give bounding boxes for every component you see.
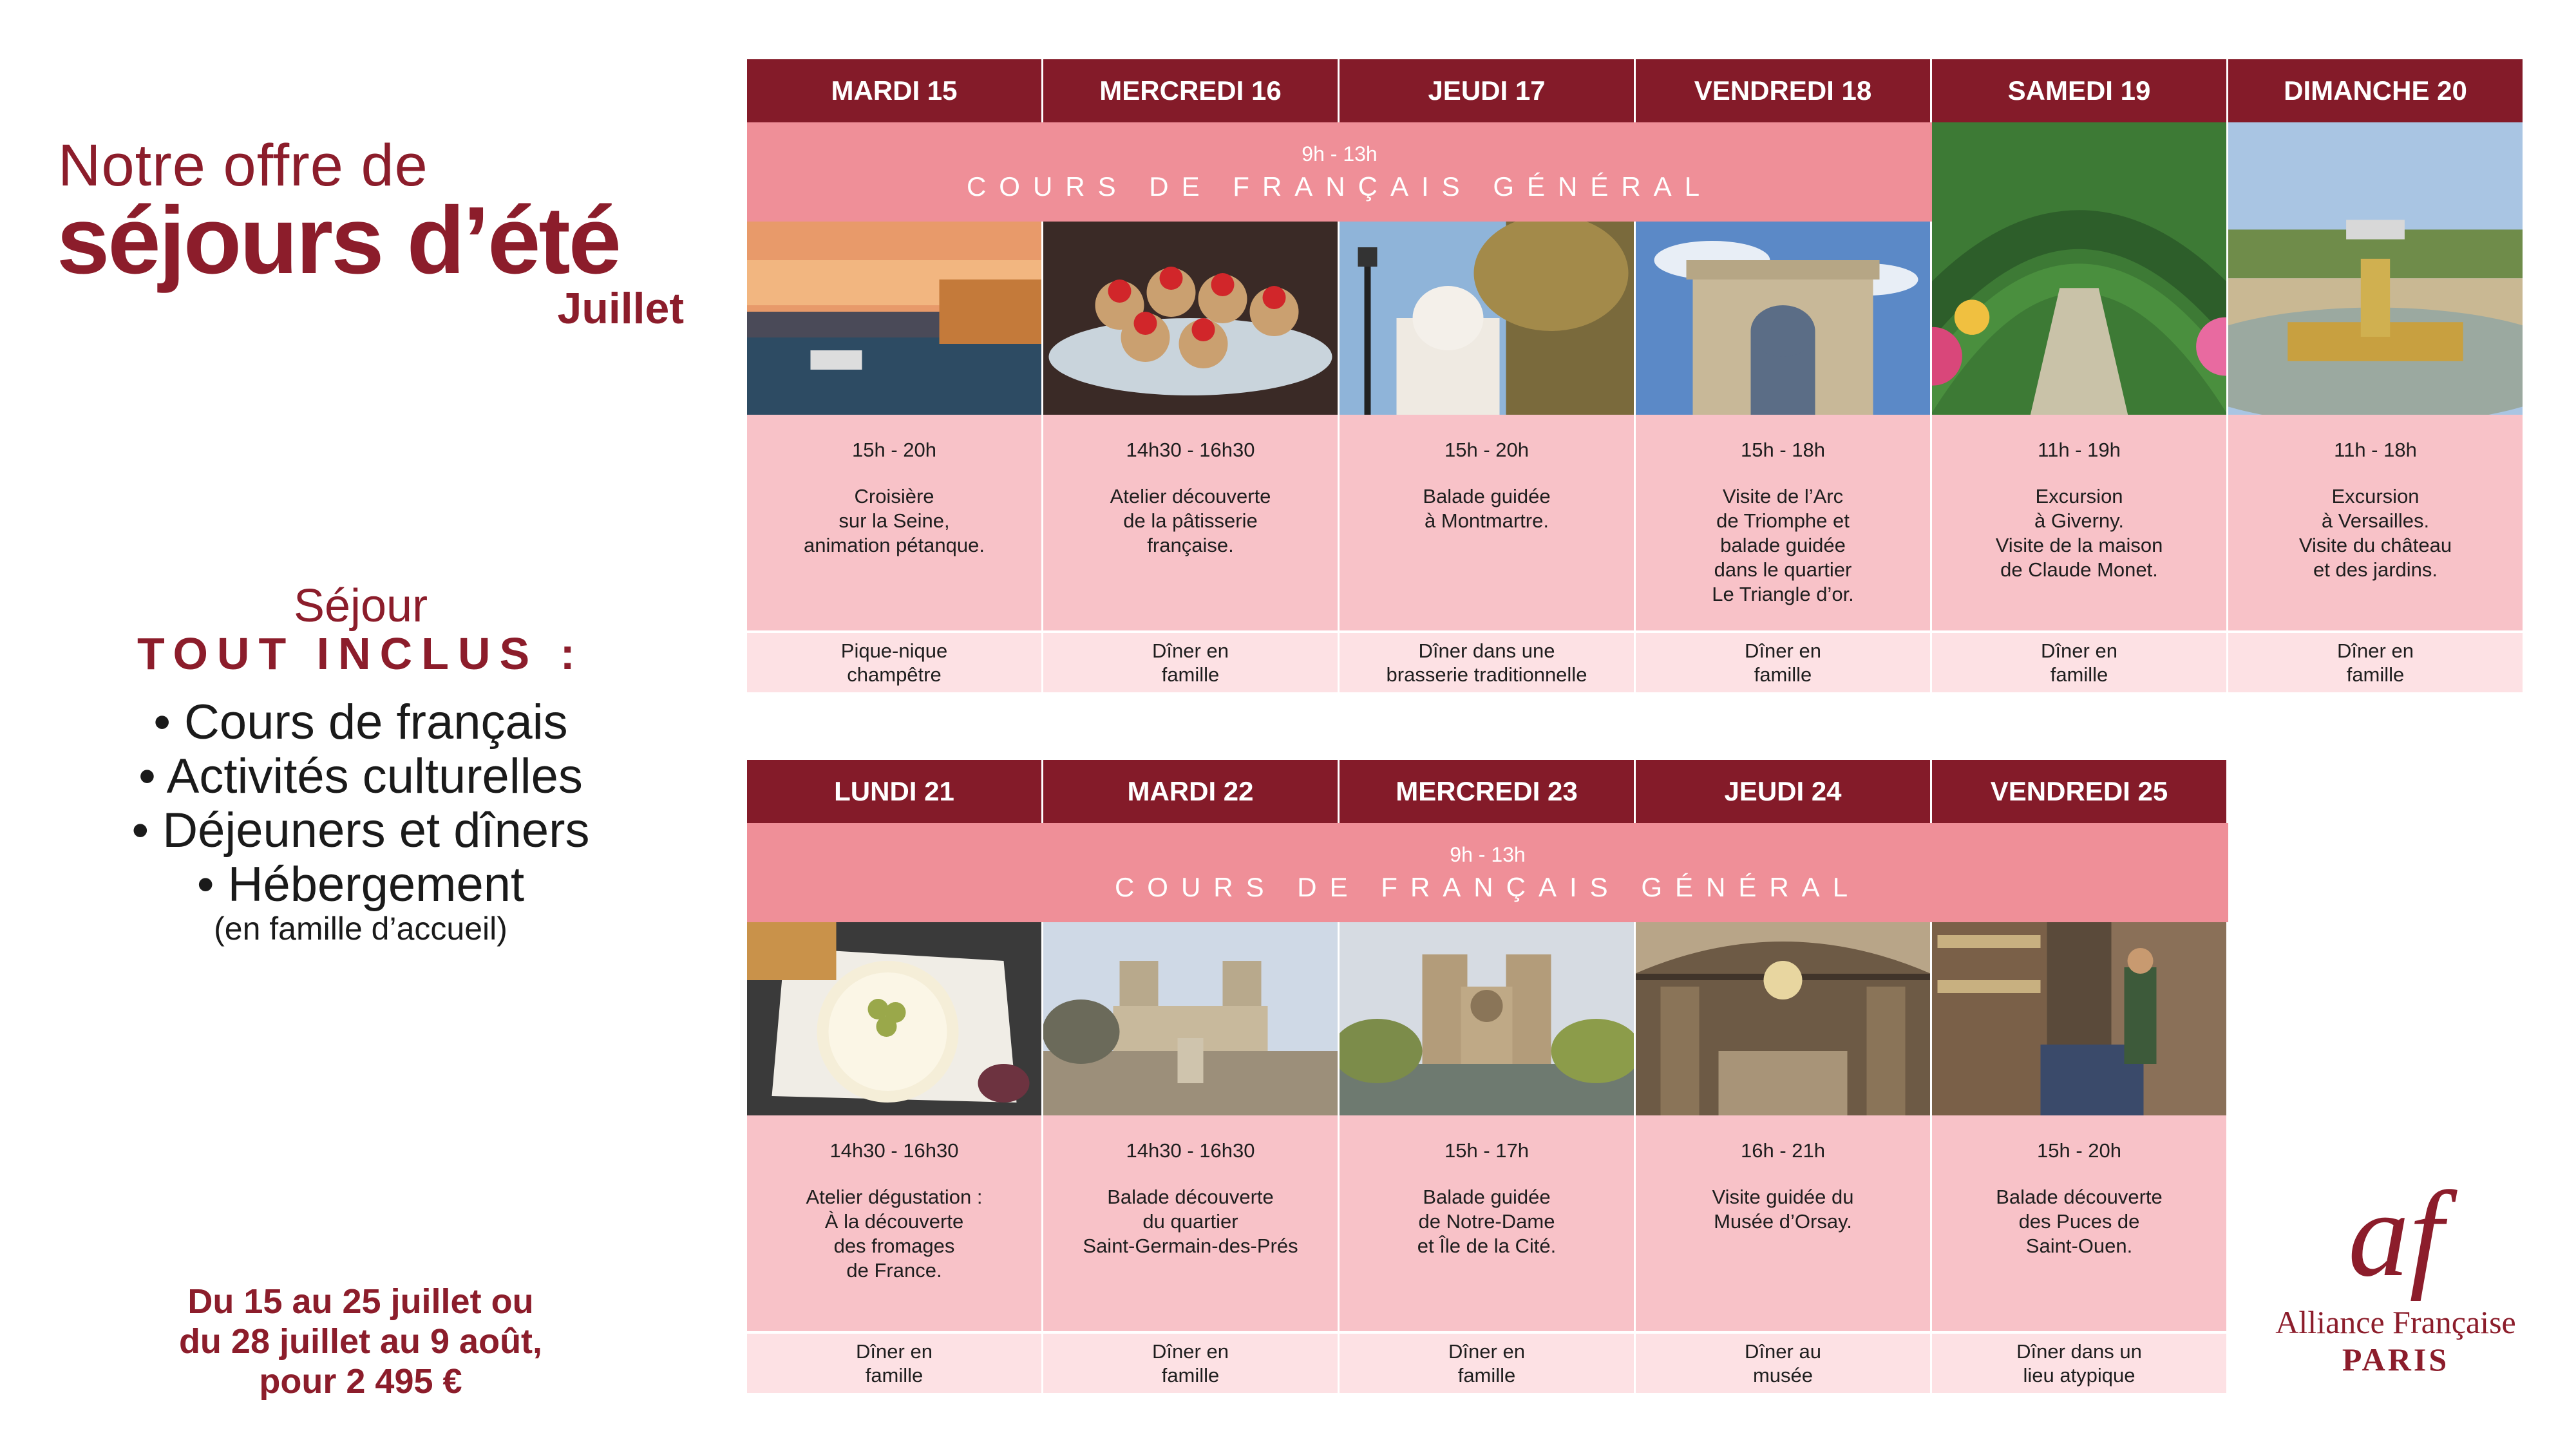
tout-inclus-label: TOUT INCLUS : — [137, 629, 584, 679]
offer-panel — [0, 0, 721, 1449]
arc-de-triomphe-photo — [1636, 222, 1932, 415]
alliance-francaise-logo — [2260, 1179, 2531, 1378]
feature-item: • Cours de français — [153, 695, 568, 750]
cheese-photo — [747, 922, 1043, 1115]
day-header: LUNDI 21 — [747, 760, 1043, 823]
title-line-2: séjours d’été — [57, 187, 620, 294]
dinner-cell: Pique-nique champêtre — [747, 630, 1043, 692]
feature-note: (en famille d’accueil) — [214, 911, 507, 947]
saint-sulpice-photo — [1043, 922, 1340, 1115]
course-band — [747, 122, 1932, 222]
logo-city: PARIS — [2342, 1341, 2450, 1378]
activity-description: Visite de l’Arc de Triomphe et balade guidée dans le quartier Le Triangle d’or. — [1712, 485, 1854, 605]
activity-description: Excursion à Versailles. Visite du château et des jardins. — [2298, 485, 2452, 581]
activity-description: Croisière sur la Seine, animation pétanque. — [804, 485, 985, 556]
musee-orsay-photo — [1636, 922, 1932, 1115]
activity-time: 15h - 17h — [1444, 1139, 1529, 1162]
activity-description: Balade découverte du quartier Saint-Germain-des-Prés — [1083, 1186, 1298, 1257]
activity-description: Balade guidée de Notre-Dame et Île de la Cité. — [1417, 1186, 1557, 1257]
activity-time: 15h - 20h — [2037, 1139, 2121, 1162]
feature-item: • Activités culturelles — [138, 749, 583, 804]
activity-cell — [1932, 415, 2228, 630]
activity-cell — [1636, 415, 1932, 630]
dates-line: du 28 juillet au 9 août, — [178, 1322, 543, 1361]
week-1-schedule — [747, 59, 2524, 692]
activity-time: 15h - 20h — [852, 439, 936, 461]
dinner-cell: Dîner en famille — [1043, 630, 1340, 692]
day-header: JEUDI 24 — [1636, 760, 1932, 823]
seine-sunset-photo — [747, 222, 1043, 415]
feature-item: • Déjeuners et dîners — [131, 803, 590, 858]
course-time: 9h - 13h — [1302, 142, 1378, 166]
day-header: JEUDI 17 — [1340, 59, 1636, 122]
day-header: MERCREDI 23 — [1340, 760, 1636, 823]
day-header: MARDI 22 — [1043, 760, 1340, 823]
activity-cell — [1043, 415, 1340, 630]
giverny-garden-photo — [1932, 122, 2228, 415]
activity-cell — [1340, 415, 1636, 630]
svg-text:af: af — [2348, 1179, 2443, 1301]
dinner-cell: Dîner en famille — [1043, 1331, 1340, 1393]
course-title: COURS DE FRANÇAIS GÉNÉRAL — [1114, 871, 1861, 902]
versailles-photo — [2228, 122, 2524, 415]
course-time: 9h - 13h — [1450, 842, 1526, 866]
activity-time: 15h - 18h — [1741, 439, 1825, 461]
activity-description: Balade guidée à Montmartre. — [1423, 485, 1551, 532]
dinner-cell: Dîner en famille — [1932, 630, 2228, 692]
day-header: MARDI 15 — [747, 59, 1043, 122]
title-month: Juillet — [557, 284, 684, 333]
day-header: DIMANCHE 20 — [2228, 59, 2524, 122]
activity-description: Excursion à Giverny. Visite de la maison de Claude Monet. — [1995, 485, 2163, 581]
puces-saint-ouen-photo — [1932, 922, 2228, 1115]
notre-dame-photo — [1340, 922, 1636, 1115]
week-2-schedule — [747, 760, 2228, 1393]
activity-cell — [1636, 1115, 1932, 1331]
course-band — [747, 823, 2228, 922]
day-header: VENDREDI 18 — [1636, 59, 1932, 122]
montmartre-photo — [1340, 222, 1636, 415]
logo-name: Alliance Française — [2275, 1304, 2516, 1340]
dates-price — [0, 1282, 721, 1401]
dinner-cell: Dîner en famille — [2228, 630, 2524, 692]
activity-time: 11h - 18h — [2334, 439, 2417, 461]
course-title: COURS DE FRANÇAIS GÉNÉRAL — [966, 171, 1713, 202]
feature-item: • Hébergement — [196, 857, 525, 912]
activity-time: 15h - 20h — [1444, 439, 1529, 461]
activity-time: 11h - 19h — [2038, 439, 2121, 461]
activity-cell — [1932, 1115, 2228, 1331]
activity-time: 14h30 - 16h30 — [1126, 1139, 1255, 1162]
activity-time: 14h30 - 16h30 — [829, 1139, 959, 1162]
dinner-cell: Dîner dans un lieu atypique — [1932, 1331, 2228, 1393]
day-header: VENDREDI 25 — [1932, 760, 2228, 823]
dinner-cell: Dîner en famille — [747, 1331, 1043, 1393]
dinner-cell: Dîner en famille — [1636, 630, 1932, 692]
activity-time: 16h - 21h — [1741, 1139, 1825, 1162]
dinner-cell: Dîner dans une brasserie traditionnelle — [1340, 630, 1636, 692]
activity-cell — [747, 415, 1043, 630]
day-header: SAMEDI 19 — [1932, 59, 2228, 122]
activity-description: Atelier dégustation : À la découverte des fromages de France. — [806, 1186, 983, 1282]
dates-line: Du 15 au 25 juillet ou — [187, 1282, 534, 1321]
title-line-1: Notre offre de — [58, 133, 428, 198]
activity-description: Visite guidée du Musée d’Orsay. — [1712, 1186, 1854, 1233]
features-list — [0, 696, 721, 945]
day-header: MERCREDI 16 — [1043, 59, 1340, 122]
sejour-label: Séjour — [293, 580, 428, 632]
price-line: pour 2 495 € — [259, 1362, 462, 1401]
dinner-cell: Dîner en famille — [1340, 1331, 1636, 1393]
af-monogram-icon — [2331, 1179, 2460, 1301]
activity-cell — [2228, 415, 2524, 630]
pastry-photo — [1043, 222, 1340, 415]
dinner-cell: Dîner au musée — [1636, 1331, 1932, 1393]
activity-time: 14h30 - 16h30 — [1126, 439, 1255, 461]
activity-description: Balade découverte des Puces de Saint-Ouen. — [1996, 1186, 2163, 1257]
activity-cell — [747, 1115, 1043, 1331]
activity-cell — [1340, 1115, 1636, 1331]
activity-cell — [1043, 1115, 1340, 1331]
activity-description: Atelier découverte de la pâtisserie française. — [1110, 485, 1271, 556]
